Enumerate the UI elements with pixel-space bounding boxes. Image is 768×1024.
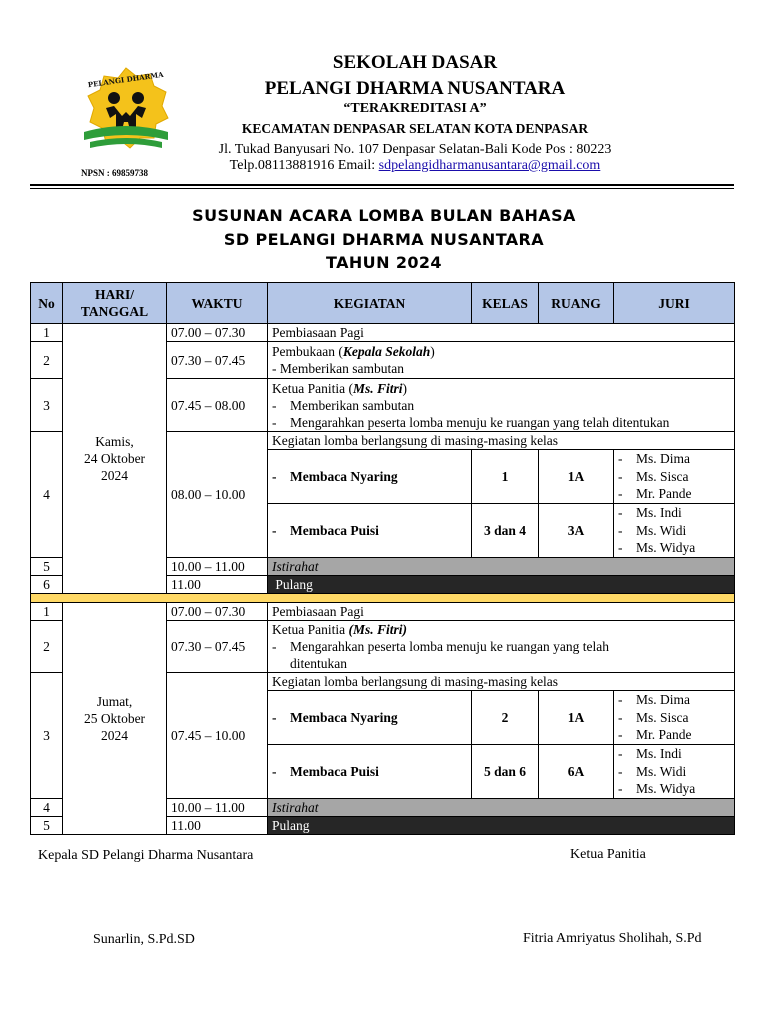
judge-name: Ms. Widya — [636, 781, 696, 797]
contest-name — [268, 691, 472, 745]
day2-day: Jumat, — [96, 694, 133, 709]
row-no: 2 — [31, 342, 63, 379]
row-time: 07.45 – 10.00 — [167, 673, 268, 799]
activity-text: Pembukaan ( — [272, 344, 343, 359]
col-header-no: No — [31, 283, 63, 324]
bullet-dash: - — [272, 397, 277, 413]
bullet-dash: - — [272, 523, 277, 538]
col-header-time: WAKTU — [167, 283, 268, 324]
contest-name — [268, 745, 472, 799]
judge-name: Ms. Dima — [636, 692, 690, 708]
bullet-dash: - — [618, 522, 623, 538]
activity-sub-cont: ditentukan — [290, 656, 347, 671]
phone-label: Telp.08113881916 Email: — [229, 158, 379, 173]
address: Jl. Tukad Banyusari No. 107 Denpasar Selatan-Bali Kode Pos : 80223 — [218, 142, 612, 157]
contest-name — [268, 450, 472, 504]
row-no: 5 — [31, 558, 63, 576]
school-type: SEKOLAH DASAR — [332, 52, 498, 73]
npsn-label: NPSN : 69859738 — [81, 168, 148, 178]
row-activity: Pembiasaan Pagi — [268, 324, 735, 342]
day1-day: Kamis, — [95, 434, 134, 449]
home-activity — [268, 576, 735, 594]
row-activity: Kegiatan lomba berlangsung di masing-masing kelas — [268, 673, 735, 691]
contest-room: 1A — [539, 691, 614, 745]
bullet-dash: - — [618, 540, 623, 556]
activity-person: Kepala Sekolah — [342, 344, 431, 359]
contest-class: 3 dan 4 — [472, 504, 539, 558]
bullet-dash: - — [618, 781, 623, 797]
row-activity: Pembiasaan Pagi — [268, 603, 735, 621]
activity-person: Ms. Fitri — [352, 380, 403, 396]
row-time: 11.00 — [167, 576, 268, 594]
district: KECAMATAN DENPASAR SELATAN KOTA DENPASAR — [241, 121, 589, 136]
judge-name: Ms. Indi — [636, 746, 682, 762]
bullet-dash: - — [272, 710, 277, 725]
row-no: 1 — [31, 603, 63, 621]
day1-date — [63, 324, 167, 594]
bullet-dash: - — [618, 468, 623, 484]
row-no: 5 — [31, 817, 63, 835]
contest-class: 5 dan 6 — [472, 745, 539, 799]
day-separator — [31, 594, 735, 603]
contest-judges — [614, 691, 735, 745]
col-header-room: RUANG — [539, 283, 614, 324]
col-header-day: HARI/ TANGGAL — [63, 283, 167, 324]
contest-room: 3A — [539, 504, 614, 558]
row-no: 3 — [31, 673, 63, 799]
school-name: PELANGI DHARMA NUSANTARA — [264, 78, 566, 99]
col-header-activity: KEGIATAN — [268, 283, 472, 324]
principal-title: Kepala SD Pelangi Dharma Nusantara — [38, 848, 254, 863]
judge-name: Ms. Dima — [636, 451, 690, 467]
row-no: 6 — [31, 576, 63, 594]
doc-title-line2: SD PELANGI DHARMA NUSANTARA — [223, 230, 545, 249]
break-activity: Istirahat — [268, 558, 735, 576]
email-link[interactable]: sdpelangidharmanusantara@gmail.com — [378, 158, 601, 173]
col-header-judge: JURI — [614, 283, 735, 324]
committee-chair-title: Ketua Panitia — [570, 847, 646, 862]
contest-class: 2 — [472, 691, 539, 745]
bullet-dash: - — [618, 746, 623, 762]
row-activity: Kegiatan lomba berlangsung di masing-masing kelas — [268, 432, 735, 450]
row-time: 07.00 – 07.30 — [167, 324, 268, 342]
row-activity — [268, 342, 735, 379]
contest-name-text: Membaca Nyaring — [290, 710, 398, 725]
svg-text:PELANGI DHARMA: PELANGI DHARMA — [87, 69, 164, 90]
day2-date — [63, 603, 167, 835]
contest-name-text: Membaca Puisi — [290, 764, 379, 779]
activity-text: Ketua Panitia — [272, 622, 349, 637]
judge-name: Ms. Sisca — [636, 709, 689, 725]
judge-name: Mr. Pande — [636, 486, 692, 502]
bullet-dash: - — [618, 727, 623, 743]
accreditation: “TERAKREDITASI A” — [343, 101, 487, 116]
activity-sub: Memberikan sambutan — [290, 397, 415, 413]
judge-name: Ms. Indi — [636, 505, 682, 521]
bullet-dash: - — [618, 486, 623, 502]
contact-line — [160, 158, 670, 174]
contest-name-text: Membaca Puisi — [290, 523, 379, 538]
bullet-dash: - — [618, 763, 623, 779]
judge-name: Ms. Widya — [636, 540, 696, 556]
principal-name: Sunarlin, S.Pd.SD — [93, 932, 195, 947]
activity-person: (Ms. Fitri) — [348, 622, 407, 637]
header-rule-thick — [30, 184, 734, 186]
judge-name: Ms. Widi — [636, 522, 687, 538]
bullet-dash: - — [618, 451, 623, 467]
bullet-dash: - — [272, 639, 277, 654]
contest-name-text: Membaca Nyaring — [290, 469, 398, 484]
bullet-dash: - — [618, 692, 623, 708]
row-activity — [268, 379, 735, 432]
contest-judges — [614, 450, 735, 504]
activity-text: ) — [402, 380, 408, 396]
break-activity: Istirahat — [268, 799, 735, 817]
row-time: 11.00 — [167, 817, 268, 835]
col-header-class: KELAS — [472, 283, 539, 324]
table-header-row — [31, 283, 735, 324]
doc-title-line3: TAHUN 2024 — [326, 253, 442, 272]
contest-judges — [614, 745, 735, 799]
day1-date-text: 24 Oktober — [83, 451, 146, 466]
row-no: 2 — [31, 621, 63, 673]
row-no: 4 — [31, 799, 63, 817]
row-time: 10.00 – 11.00 — [167, 558, 268, 576]
schedule-table — [30, 282, 735, 835]
home-activity-text: Pulang — [275, 577, 313, 592]
activity-sub: Mengarahkan peserta lomba menuju ke ruangan yang telah — [290, 639, 610, 654]
doc-title-line1: SUSUNAN ACARA LOMBA BULAN BAHASA — [192, 206, 576, 225]
row-time: 07.45 – 08.00 — [167, 379, 268, 432]
header-rule-thin — [30, 188, 734, 189]
activity-sub: Mengarahkan peserta lomba menuju ke ruangan yang telah ditentukan — [290, 414, 670, 430]
contest-name — [268, 504, 472, 558]
row-time: 07.00 – 07.30 — [167, 603, 268, 621]
bullet-dash: - — [272, 764, 277, 779]
separator-cell — [31, 594, 735, 603]
bullet-dash: - — [272, 469, 277, 484]
row-time: 07.30 – 07.45 — [167, 342, 268, 379]
row-activity — [268, 621, 735, 673]
contest-judges — [614, 504, 735, 558]
contest-room: 1A — [539, 450, 614, 504]
table-row — [31, 603, 735, 621]
bullet-dash: - — [618, 709, 623, 725]
activity-text: ) — [430, 344, 435, 359]
activity-sub: - Memberikan sambutan — [272, 361, 404, 376]
row-no: 1 — [31, 324, 63, 342]
judge-name: Ms. Sisca — [636, 468, 689, 484]
contest-class: 1 — [472, 450, 539, 504]
day1-year: 2024 — [101, 468, 128, 483]
judge-name: Ms. Widi — [636, 763, 687, 779]
row-time: 10.00 – 11.00 — [167, 799, 268, 817]
contest-room: 6A — [539, 745, 614, 799]
day2-year: 2024 — [101, 728, 128, 743]
judge-name: Mr. Pande — [636, 727, 692, 743]
row-no: 4 — [31, 432, 63, 558]
row-time: 08.00 – 10.00 — [167, 432, 268, 558]
home-activity: Pulang — [268, 817, 735, 835]
day2-date-text: 25 Oktober — [83, 711, 146, 726]
committee-chair-name: Fitria Amriyatus Sholihah, S.Pd — [523, 931, 702, 946]
activity-text: Ketua Panitia ( — [272, 380, 353, 396]
row-no: 3 — [31, 379, 63, 432]
bullet-dash: - — [618, 505, 623, 521]
table-row — [31, 324, 735, 342]
row-time: 07.30 – 07.45 — [167, 621, 268, 673]
bullet-dash: - — [272, 414, 277, 430]
